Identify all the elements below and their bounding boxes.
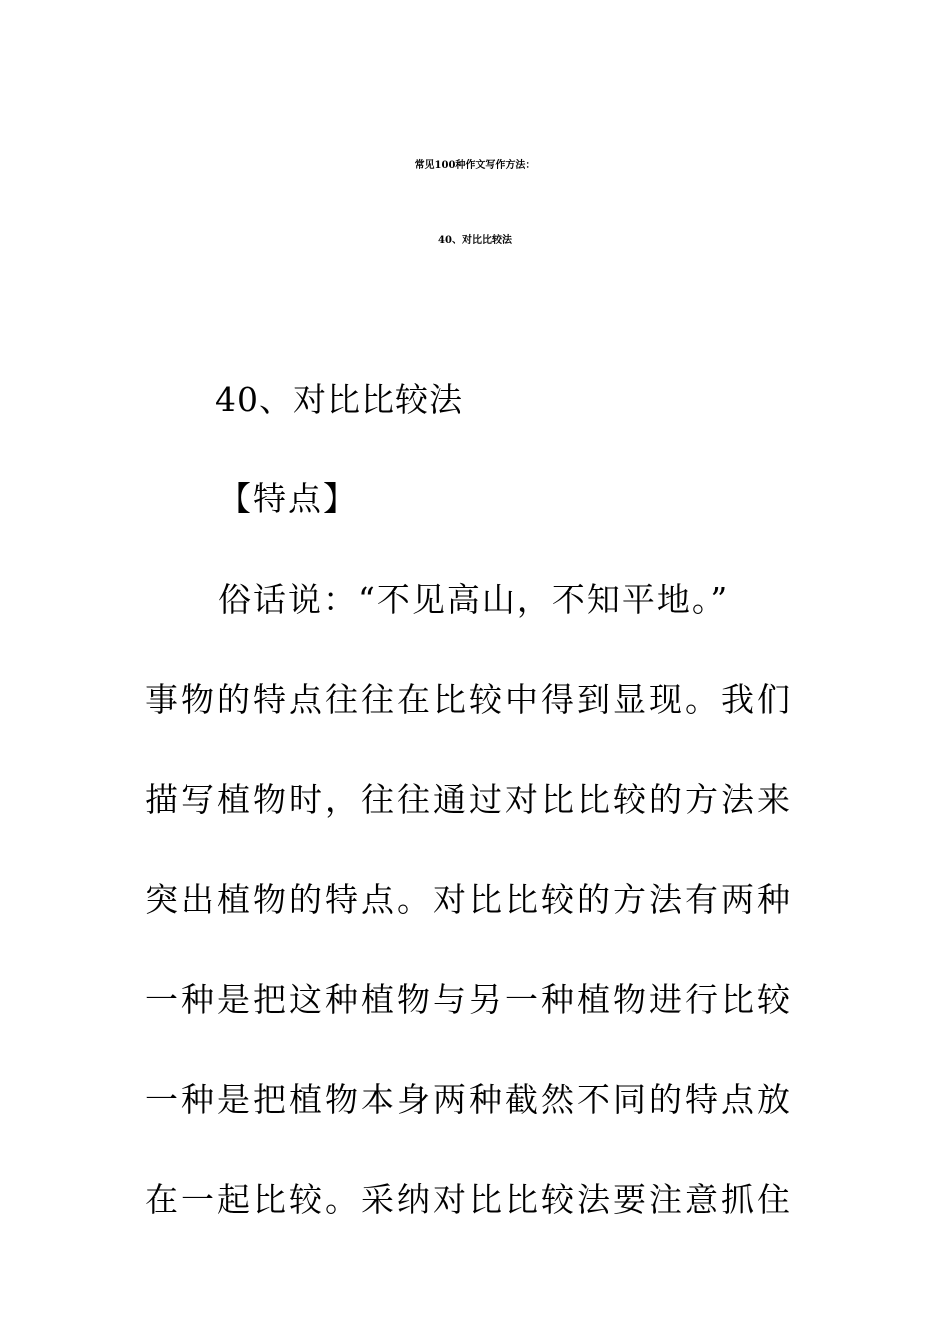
body-line: 一种是把植物本身两种截然不同的特点放 bbox=[145, 1080, 793, 1119]
quote-line: 俗话说：“不见高山，不知平地。” bbox=[218, 580, 730, 619]
body-line: 突出植物的特点。对比比较的方法有两种 bbox=[145, 880, 793, 919]
document-title-line-2: 40、对比比较法 bbox=[438, 235, 512, 246]
section-heading: 40、对比比较法 bbox=[215, 380, 463, 419]
document-title-line-1: 常见100种作文写作方法： bbox=[414, 160, 536, 171]
body-line: 在一起比较。采纳对比比较法要注意抓住 bbox=[145, 1180, 793, 1219]
body-line: 一种是把这种植物与另一种植物进行比较 bbox=[145, 980, 793, 1019]
body-line: 事物的特点往往在比较中得到显现。我们 bbox=[145, 680, 793, 719]
body-line: 描写植物时，往往通过对比比较的方法来 bbox=[145, 780, 793, 819]
feature-label: 【特点】 bbox=[218, 479, 358, 518]
